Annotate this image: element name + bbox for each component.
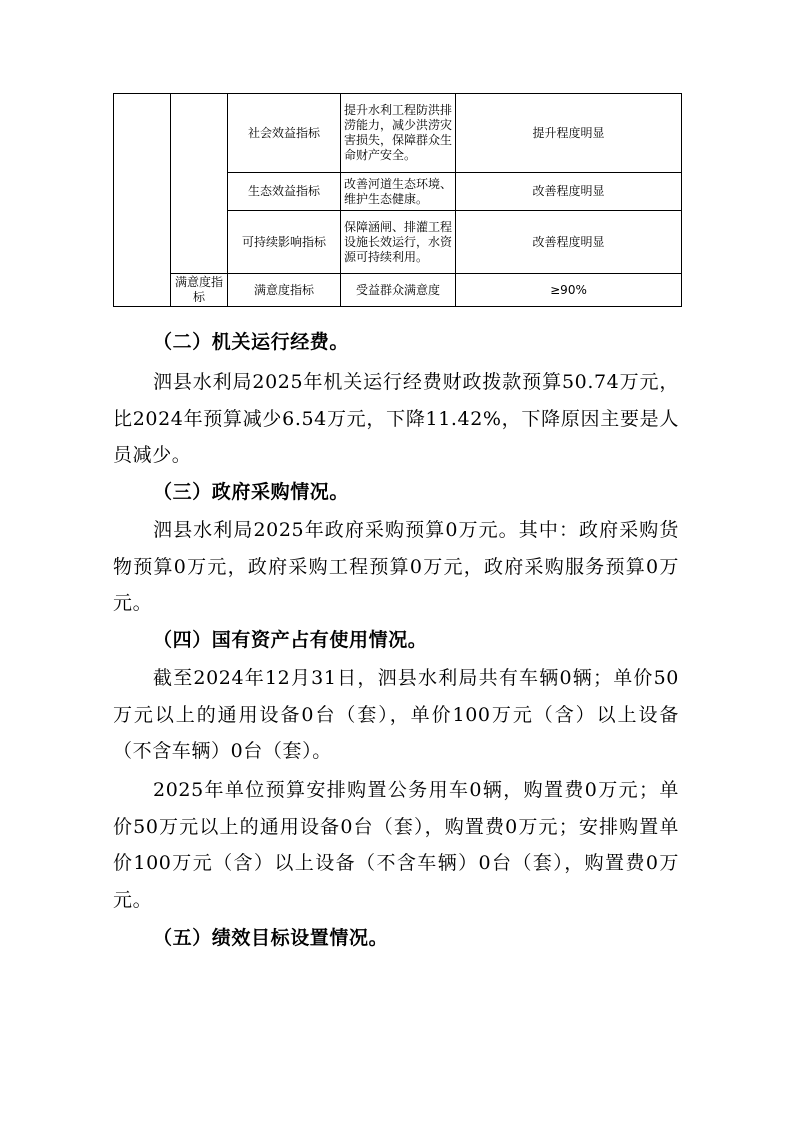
table-cell: 生态效益指标 <box>228 173 341 211</box>
table-row <box>114 274 682 307</box>
section-heading-operating-funds: （二）机关运行经费。 <box>153 331 350 353</box>
paragraph-assets-budget: 2025年单位预算安排购置公务用车0辆，购置费0万元；单价50万元以上的通用设备0台（套），购置费0万元；安排购置单价100万元（含）以上设备（不含车辆）0台（套），购置费0万元。 <box>113 779 679 911</box>
section-heading-procurement: （三）政府采购情况。 <box>153 481 350 503</box>
table-row <box>114 94 682 173</box>
section-heading-performance-goals: （五）绩效目标设置情况。 <box>153 927 389 949</box>
table-cell: 提升水利工程防洪排涝能力，减少洪涝灾害损失，保障群众生命财产安全。 <box>341 94 456 173</box>
table-cell: 可持续影响指标 <box>228 211 341 274</box>
table-cell: 受益群众满意度 <box>341 274 456 307</box>
table-cell: 改善程度明显 <box>456 211 682 274</box>
table-cell: 满意度指标 <box>228 274 341 307</box>
performance-indicator-table <box>113 93 682 307</box>
table-cell: 改善河道生态环境、维护生态健康。 <box>341 173 456 211</box>
paragraph-procurement: 泗县水利局2025年政府采购预算0万元。其中：政府采购货物预算0万元，政府采购工程预算0万元，政府采购服务预算0万元。 <box>113 519 679 614</box>
table-cell: 改善程度明显 <box>456 173 682 211</box>
table-cell <box>171 94 228 274</box>
paragraph-operating-funds: 泗县水利局2025年机关运行经费财政拨款预算50.74万元，比2024年预算减少6.54万元，下降11.42%，下降原因主要是人员减少。 <box>113 371 679 466</box>
paragraph-assets-status: 截至2024年12月31日，泗县水利局共有车辆0辆；单价50万元以上的通用设备0台（套），单价100万元（含）以上设备（不含车辆）0台（套）。 <box>113 667 679 762</box>
table-cell: 满意度指标 <box>171 274 228 307</box>
table-cell: ≥90% <box>456 274 682 307</box>
table-cell: 提升程度明显 <box>456 94 682 173</box>
table-cell: 社会效益指标 <box>228 94 341 173</box>
first-level-indicator-cell <box>114 94 171 307</box>
section-heading-state-assets: （四）国有资产占有使用情况。 <box>153 629 428 651</box>
table-cell: 保障涵闸、排灌工程设施长效运行，水资源可持续利用。 <box>341 211 456 274</box>
